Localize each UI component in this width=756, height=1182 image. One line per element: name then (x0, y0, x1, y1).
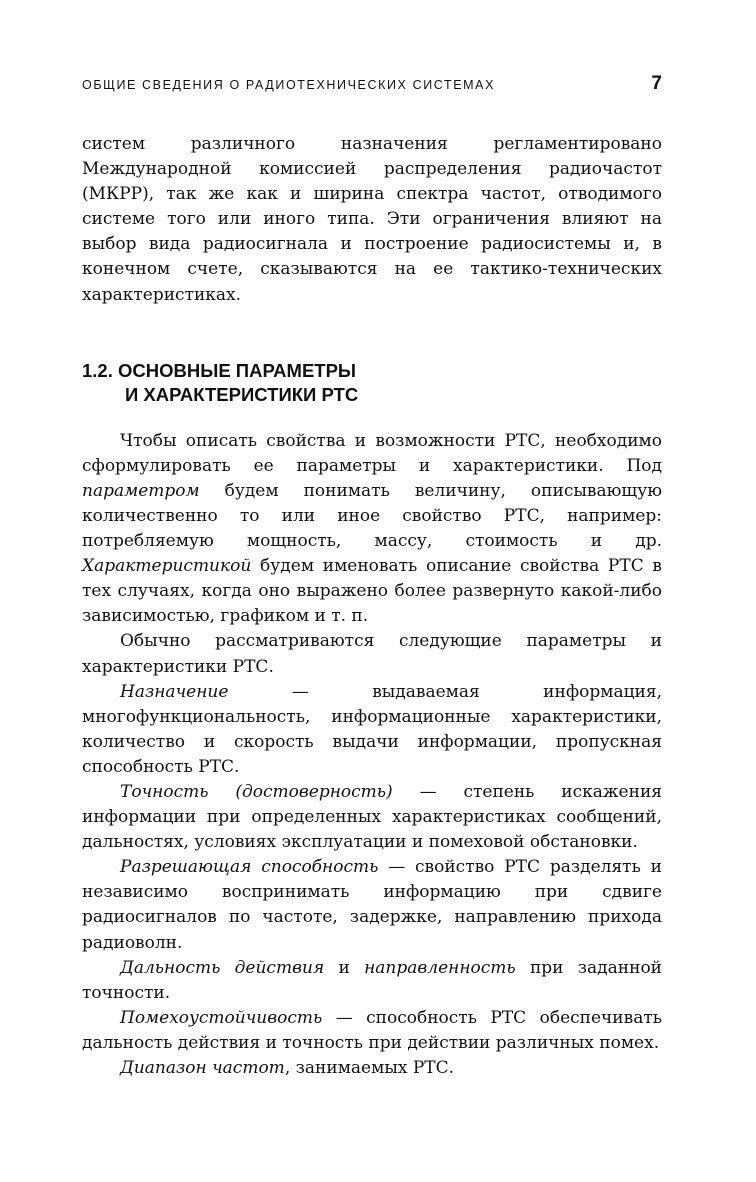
term-directivity: направленность (364, 957, 516, 978)
intro-paragraph: систем различного назначения регламентировано Международной комиссией распределения радиочастот (МКРР), так же как и ширина спектра частот, отводимого системе того или иного типа. Эти ограничения влияют на выбор вида радиосигнала и построение радиосистемы и, в конечном счете, сказываются на ее тактико-технических характеристиках. (82, 134, 662, 305)
text-run: будем именовать описание свойства РТС в тех случаях, когда оно выражено более развернуто какой-либо зависимостью, графиком и т. п. (82, 556, 662, 627)
paragraph-definitions (82, 429, 662, 630)
term-frequency-range: Диапазон частот (120, 1058, 285, 1078)
paragraph-range (82, 956, 662, 1006)
section-heading (82, 359, 662, 407)
body-text (82, 132, 662, 1081)
term-accuracy: Точность (достоверность) (120, 781, 393, 802)
text-run: — способность РТС обеспечивать дальность действия и точность при действии различных помех. (82, 1007, 662, 1053)
term-range: Дальность действия (120, 957, 325, 978)
section-title-line1: ОСНОВНЫЕ ПАРАМЕТРЫ (118, 359, 357, 381)
text-run: — степень искажения информации при определенных характеристиках сообщений, дальностях, условиях эксплуатации и помеховой обстановки. (82, 781, 663, 853)
text-run: Чтобы описать свойства и возможности РТС, необходимо сформулировать ее параметры и характеристики. Под (82, 430, 662, 476)
term-resolution: Разрешающая способность (120, 857, 379, 878)
paragraph-list-intro: Обычно рассматриваются следующие параметры и характеристики РТС. (82, 631, 662, 677)
text-run: — выдаваемая информация, многофункциональность, информационные характеристики, количество и скорость выдачи информации, пропускная способность РТС. (82, 681, 662, 777)
term-parameter: параметром (82, 480, 200, 501)
paragraph-frequency-range (82, 1056, 662, 1081)
text-run: , занимаемых РТС. (284, 1058, 455, 1078)
paragraph-purpose (82, 680, 662, 780)
text-run: при заданной точности. (82, 957, 663, 1003)
running-head-title: ОБЩИЕ СВЕДЕНИЯ О РАДИОТЕХНИЧЕСКИХ СИСТЕМАХ (82, 78, 496, 92)
running-head (82, 73, 662, 98)
text-run: и (324, 957, 365, 978)
page-number: 7 (651, 73, 662, 94)
term-purpose: Назначение (120, 681, 229, 702)
paragraph-noise-immunity (82, 1006, 662, 1056)
term-noise-immunity: Помехоустойчивость (120, 1007, 323, 1028)
section-title-line2: И ХАРАКТЕРИСТИКИ РТС (125, 383, 359, 405)
paragraph-accuracy (82, 780, 662, 855)
text-run: — свойство РТС разделять и независимо воспринимать информацию при сдвиге радиосигналов по частоте, задержке, направлению прихода радиоволн. (82, 857, 662, 953)
text-run: будем понимать величину, описывающую количественно то или иное свойство РТС, например: потребляемую мощность, массу, стоимость и др. (82, 480, 662, 552)
term-characteristic: Характеристикой (82, 556, 252, 577)
section-number: 1.2. (82, 359, 113, 381)
paragraph-resolution (82, 855, 662, 955)
